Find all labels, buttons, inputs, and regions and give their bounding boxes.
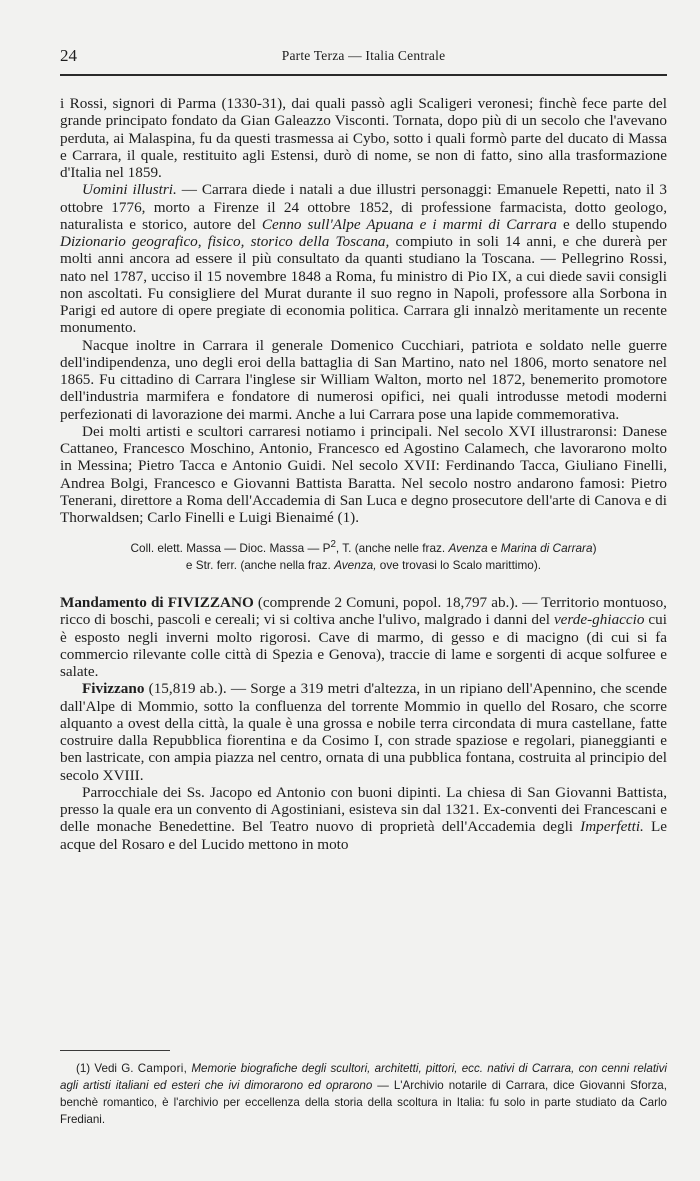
running-head: Parte Terza — Italia Centrale (281, 48, 446, 63)
book-title-dizionario: Dizionario geografico, fisico, storico della Toscana, (60, 233, 390, 250)
paragraph-fivizzano: Fivizzano (15,819 ab.). — Sorge a 319 metri d'altezza, in un ripiano dell'Apennino, che scende dall'Alpe di Mommio, sotto la confluenza del torrente Mommio in quello del Rosaro, che scorre alquanto a ovest della città, la quale è una grossa e nobile terra circondata di mura castellane, fatte costruire dalla Repubblica fiorentina e da Cosimo I, con strade spaziose e regolari, pianeggianti e ben lastricate, con ampia piazza nel centro, ornata di una pubblica fontana, costruita al principio del secolo XVIII. (60, 680, 667, 784)
header-rule (60, 74, 667, 76)
page-header (60, 42, 667, 70)
citation-line-2: e Str. ferr. (anche nella fraz. Avenza, ove trovasi lo Scalo marittimo). (185, 558, 542, 573)
footnote-author: Campori, (137, 1062, 188, 1075)
citation-line-1: Coll. elett. Massa — Dioc. Massa — $P^2$, T. (anche nelle fraz. Avenza e Marina di Carrara) (130, 539, 597, 556)
footnote-rule (60, 1050, 170, 1051)
section-heading-fivizzano: Fivizzano (82, 680, 145, 698)
footnote: (1) Vedi G. Campori, Memorie biografiche degli scultori, architetti, pittori, ecc. nativi di Carrara, con cenni relativi agli artisti italiani ed esteri che ivi dimorarono ed oprarono — L'Archivio notarile di Carrara, dice Giovanni Sforza, benchè romantico, è l'archivio per eccellenza della storia della scoltura in Italia: fu solo in parte studiato da Carlo Frediani. (60, 1062, 667, 1126)
paragraph-parrocchiale: Parrocchiale dei Ss. Jacopo ed Antonio con buoni dipinti. La chiesa di San Giovanni Battista, presso la quale era un convento di Agostiniani, esisteva sin dal 1321. Ex-conventi dei Francescani e delle monache Benedettine. Bel Teatro nuovo di proprietà dell'Accademia degli Imperfetti. Le acque del Rosaro e del Lucido mettono in moto (60, 783, 667, 853)
page-number: 24 (60, 46, 77, 65)
section-heading-mandamento: Mandamento di FIVIZZANO (60, 594, 254, 612)
section-heading-uomini-illustri: Uomini illustri. (82, 181, 177, 199)
paragraph-cucchiari: Nacque inoltre in Carrara il generale Domenico Cucchiari, patriota e soldato nelle guerre dell'indipendenza, uno degli eroi della battaglia di San Martino, nato nel 1806, morto senatore nel 1865. Fu cittadino di Carrara l'inglese sir William Walton, morto nel 1872, benemerito promotore dell'industria marmifera e fondatore di numerosi opifici, nei quali introdusse metodi moderni perfezionati di lavorazione dei marmi. Anche a lui Carrara pose una lapide commemorativa. (60, 336, 667, 423)
book-title-cenno: Cenno sull'Alpe Apuana e i marmi di Carrara (261, 215, 557, 233)
paragraph-artists: Dei molti artisti e scultori carraresi notiamo i principali. Nel secolo XVI illustraronsi: Danese Cattaneo, Francesco Moschino, Antonio, Francesco ed Agostino Calamech, che lavorarono molto in Messina; Pietro Tacca e Antonio Guidi. Nel secolo XVII: Ferdinando Tacca, Giuliano Finelli, Andrea Bolgi, Francesco e Giovanni Battista Baratta. Nel secolo nostro andarono famosi: Pietro Tenerani, direttore a Roma dell'Accademia di San Luca e degno prosecutore dell'arte di Canova e di Thorwaldsen; Carlo Finelli e Luigi Bienaimé (1). (60, 422, 667, 526)
administrative-citation (60, 536, 667, 574)
paragraph-history: i Rossi, signori di Parma (1330-31), dai quali passò agli Scaligeri veronesi; finchè fece parte del grande principato fondato da Gian Galeazzo Visconti. Tornata, dopo più di un secolo che l'avevano perduta, ai Malaspina, fu da questi trasmessa ai Cybo, sotto i quali formò parte del ducato di Massa e Carrara, il quale, restituito agli Estensi, durò di nome, se non di fatto, sino alla trasformazione d'Italia nel 1859. (60, 95, 667, 181)
footnote-title: Memorie biografiche degli scultori, architetti, pittori, ecc. nativi di Carrara, con cenni relativi agli artisti italiani ed esteri che ivi dimorarono ed oprarono (60, 1062, 667, 1092)
paragraph-mandamento-fivizzano: Mandamento di FIVIZZANO (comprende 2 Comuni, popol. 18,797 ab.). — Territorio montuoso, ricco di boschi, pascoli e cereali; vi si coltiva anche l'ulivo, malgrado i danni del verde-ghiaccio cui è esposto negli inverni molto rigorosi. Cave di marmo, di gesso e di macigno (di cui si fa commercio rilevante colle città di Spezia e Genova), traccie di lame e sorgenti di acque solfuree e salate. (60, 594, 667, 681)
paragraph-famous-men: Uomini illustri. — Carrara diede i natali a due illustri personaggi: Emanuele Repetti, nato il 3 ottobre 1776, morto a Firenze il 24 ottobre 1852, di professione farmacista, dotto geologo, naturalista e storico, autore del Cenno sull'Alpe Apuana e i marmi di Carrara e dello stupendo Dizionario geografico, fisico, storico della Toscana, compiuto in soli 14 anni, e che durerà per molti anni ancora ad essere il più consultato da quanti studiano la Toscana. — Pellegrino Rossi, nato nel 1787, ucciso il 15 novembre 1848 a Roma, fu ministro di Pio IX, a cui diede savii consigli non ascoltati. Fu consigliere del Murat durante il suo regno in Napoli, professore alla Sorbona in Parigi ed autore di opere pregiate di economia politica. Carrara gli innalzò meritamente un recente monumento. (60, 181, 667, 337)
page-body (60, 95, 667, 853)
